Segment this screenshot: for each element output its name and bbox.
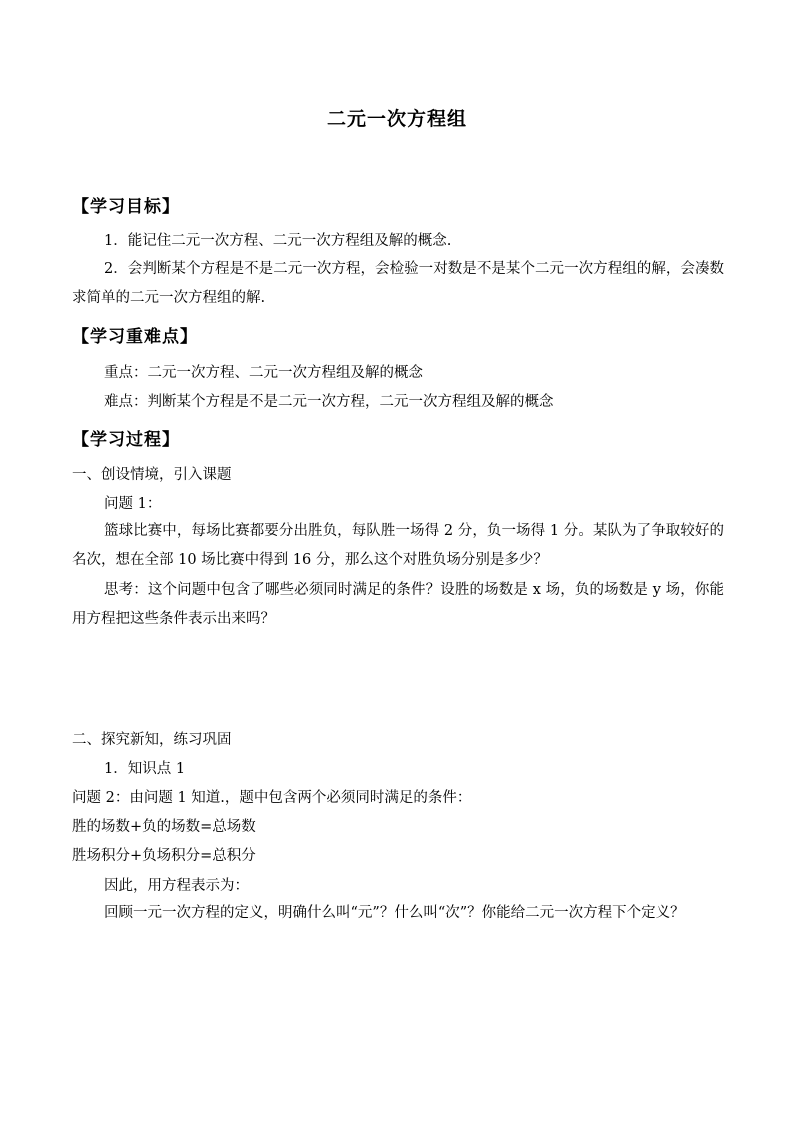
- part2-title: 二、探究新知，练习巩固: [72, 732, 232, 748]
- question-2: 问题 2：由问题 1 知道.，题中包含两个必须同时满足的条件：: [72, 790, 472, 806]
- question-1-label: 问题 1：: [104, 496, 162, 512]
- condition-2: 胜场积分+负场积分=总积分: [72, 848, 256, 864]
- page-title: 二元一次方程组: [326, 108, 467, 130]
- objective-item-1: 1．能记住二元一次方程、二元一次方程组及解的概念.: [104, 233, 452, 249]
- think-text: 思考：这个问题中包含了哪些必须同时满足的条件？设胜的场数是 x 场，负的场数是 y 场，你能用方程把这些条件表示出来吗？: [72, 582, 724, 627]
- heading-objectives: 【学习目标】: [72, 197, 180, 217]
- condition-1: 胜的场数+负的场数=总场数: [72, 819, 256, 835]
- part1-title: 一、创设情境，引入课题: [72, 467, 232, 483]
- review-text: 回顾一元一次方程的定义，明确什么叫“元”？什么叫“次”？你能给二元一次方程下个定义？: [104, 905, 685, 921]
- difficulty-point: 难点：判断某个方程是不是二元一次方程，二元一次方程组及解的概念: [104, 394, 554, 410]
- therefore-text: 因此，用方程表示为：: [104, 878, 249, 894]
- knowledge-point-1: 1．知识点 1: [104, 761, 186, 777]
- key-point: 重点：二元一次方程、二元一次方程组及解的概念: [104, 365, 423, 381]
- heading-key-points: 【学习重难点】: [72, 327, 198, 347]
- heading-process: 【学习过程】: [72, 430, 180, 450]
- question-1-text: 篮球比赛中，每场比赛都要分出胜负，每队胜一场得 2 分，负一场得 1 分。某队为了争取较好的名次，想在全部 10 场比赛中得到 16 分，那么这个对胜负场分别是多少？: [72, 523, 724, 568]
- objective-item-2: 2．会判断某个方程是不是二元一次方程，会检验一对数是不是某个二元一次方程组的解，会凑数求简单的二元一次方程组的解.: [72, 261, 724, 306]
